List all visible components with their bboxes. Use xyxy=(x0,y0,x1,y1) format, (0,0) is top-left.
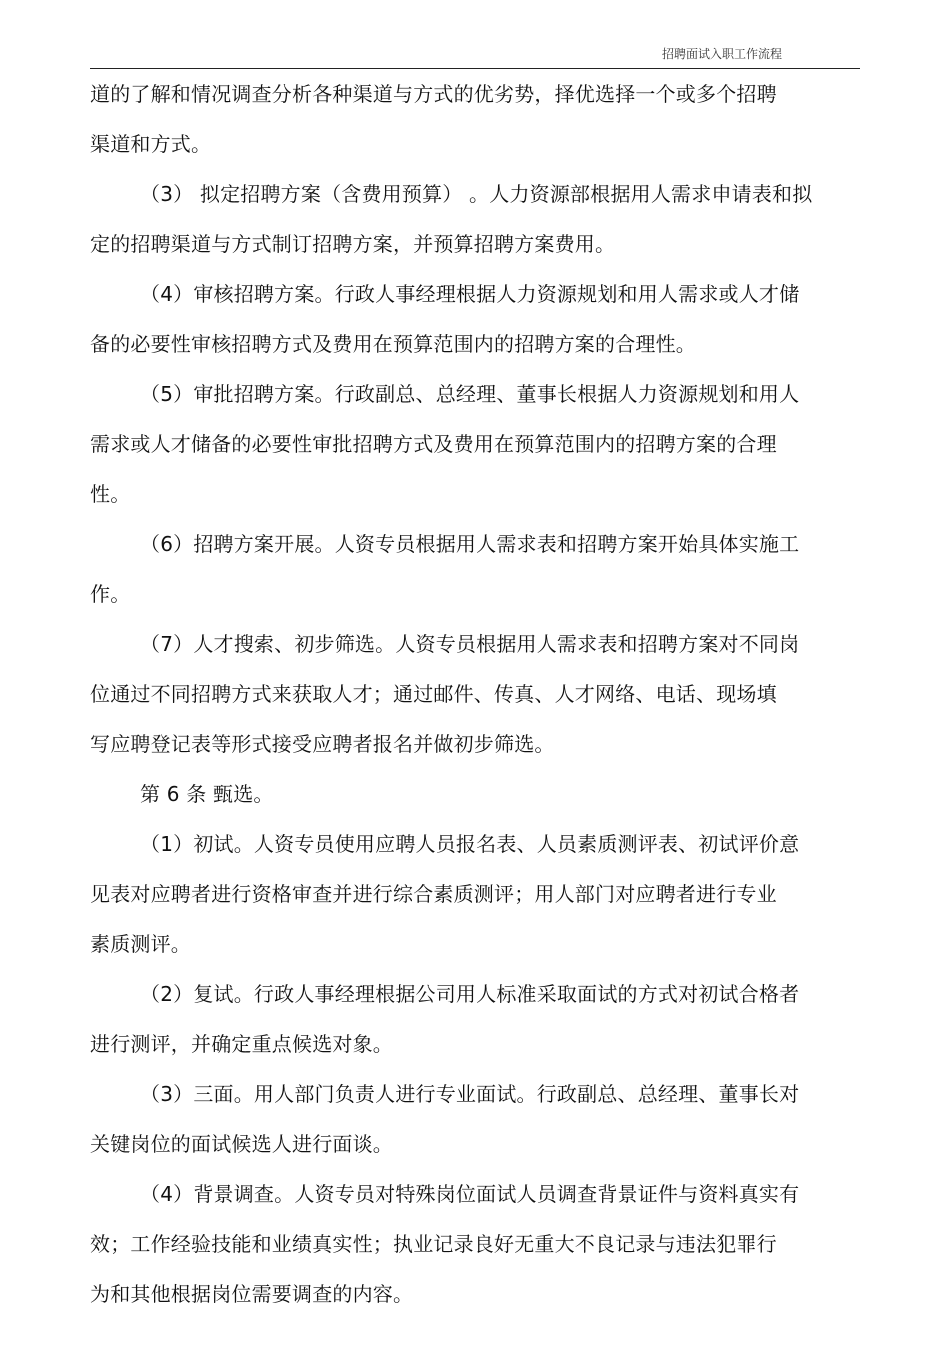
body-line: 效；工作经验技能和业绩真实性；执业记录良好无重大不良记录与违法犯罪行 xyxy=(90,1232,777,1256)
body-line: （4）审核招聘方案。行政人事经理根据人力资源规划和用人需求或人才储 xyxy=(140,282,800,306)
body-line: （3） 拟定招聘方案（含费用预算） 。人力资源部根据用人需求申请表和拟 xyxy=(140,182,813,206)
header-divider xyxy=(90,68,860,69)
body-line: （1）初试。人资专员使用应聘人员报名表、人员素质测评表、初试评价意 xyxy=(140,832,800,856)
body-line: 需求或人才储备的必要性审批招聘方式及费用在预算范围内的招聘方案的合理 xyxy=(90,432,777,456)
body-line: 性。 xyxy=(90,482,131,506)
body-line: （2）复试。行政人事经理根据公司用人标准采取面试的方式对初试合格者 xyxy=(140,982,800,1006)
body-line: 渠道和方式。 xyxy=(90,132,212,156)
body-line: 作。 xyxy=(90,582,131,606)
body-line: （3）三面。用人部门负责人进行专业面试。行政副总、总经理、董事长对 xyxy=(140,1082,800,1106)
header-title: 招聘面试入职工作流程 xyxy=(661,47,782,61)
body-line: 进行测评，并确定重点候选对象。 xyxy=(90,1032,393,1056)
body-line: 关键岗位的面试候选人进行面谈。 xyxy=(90,1132,393,1156)
body-line: 见表对应聘者进行资格审查并进行综合素质测评；用人部门对应聘者进行专业 xyxy=(90,882,777,906)
body-line: 写应聘登记表等形式接受应聘者报名并做初步筛选。 xyxy=(90,732,555,756)
section-heading: 第 6 条 甄选。 xyxy=(140,782,274,806)
body-line: 位通过不同招聘方式来获取人才；通过邮件、传真、人才网络、电话、现场填 xyxy=(90,682,777,706)
body-line: 定的招聘渠道与方式制订招聘方案，并预算招聘方案费用。 xyxy=(90,232,616,256)
body-line: （4）背景调查。人资专员对特殊岗位面试人员调查背景证件与资料真实有 xyxy=(140,1182,800,1206)
body-line: （5）审批招聘方案。行政副总、总经理、董事长根据人力资源规划和用人 xyxy=(140,382,800,406)
body-line: 道的了解和情况调查分析各种渠道与方式的优劣势，择优选择一个或多个招聘 xyxy=(90,82,777,106)
body-line: 素质测评。 xyxy=(90,932,191,956)
body-line: （6）招聘方案开展。人资专员根据用人需求表和招聘方案开始具体实施工 xyxy=(140,532,800,556)
body-line: 备的必要性审核招聘方式及费用在预算范围内的招聘方案的合理性。 xyxy=(90,332,696,356)
body-line: 为和其他根据岗位需要调查的内容。 xyxy=(90,1282,414,1306)
body-line: （7）人才搜索、初步筛选。人资专员根据用人需求表和招聘方案对不同岗 xyxy=(140,632,800,656)
